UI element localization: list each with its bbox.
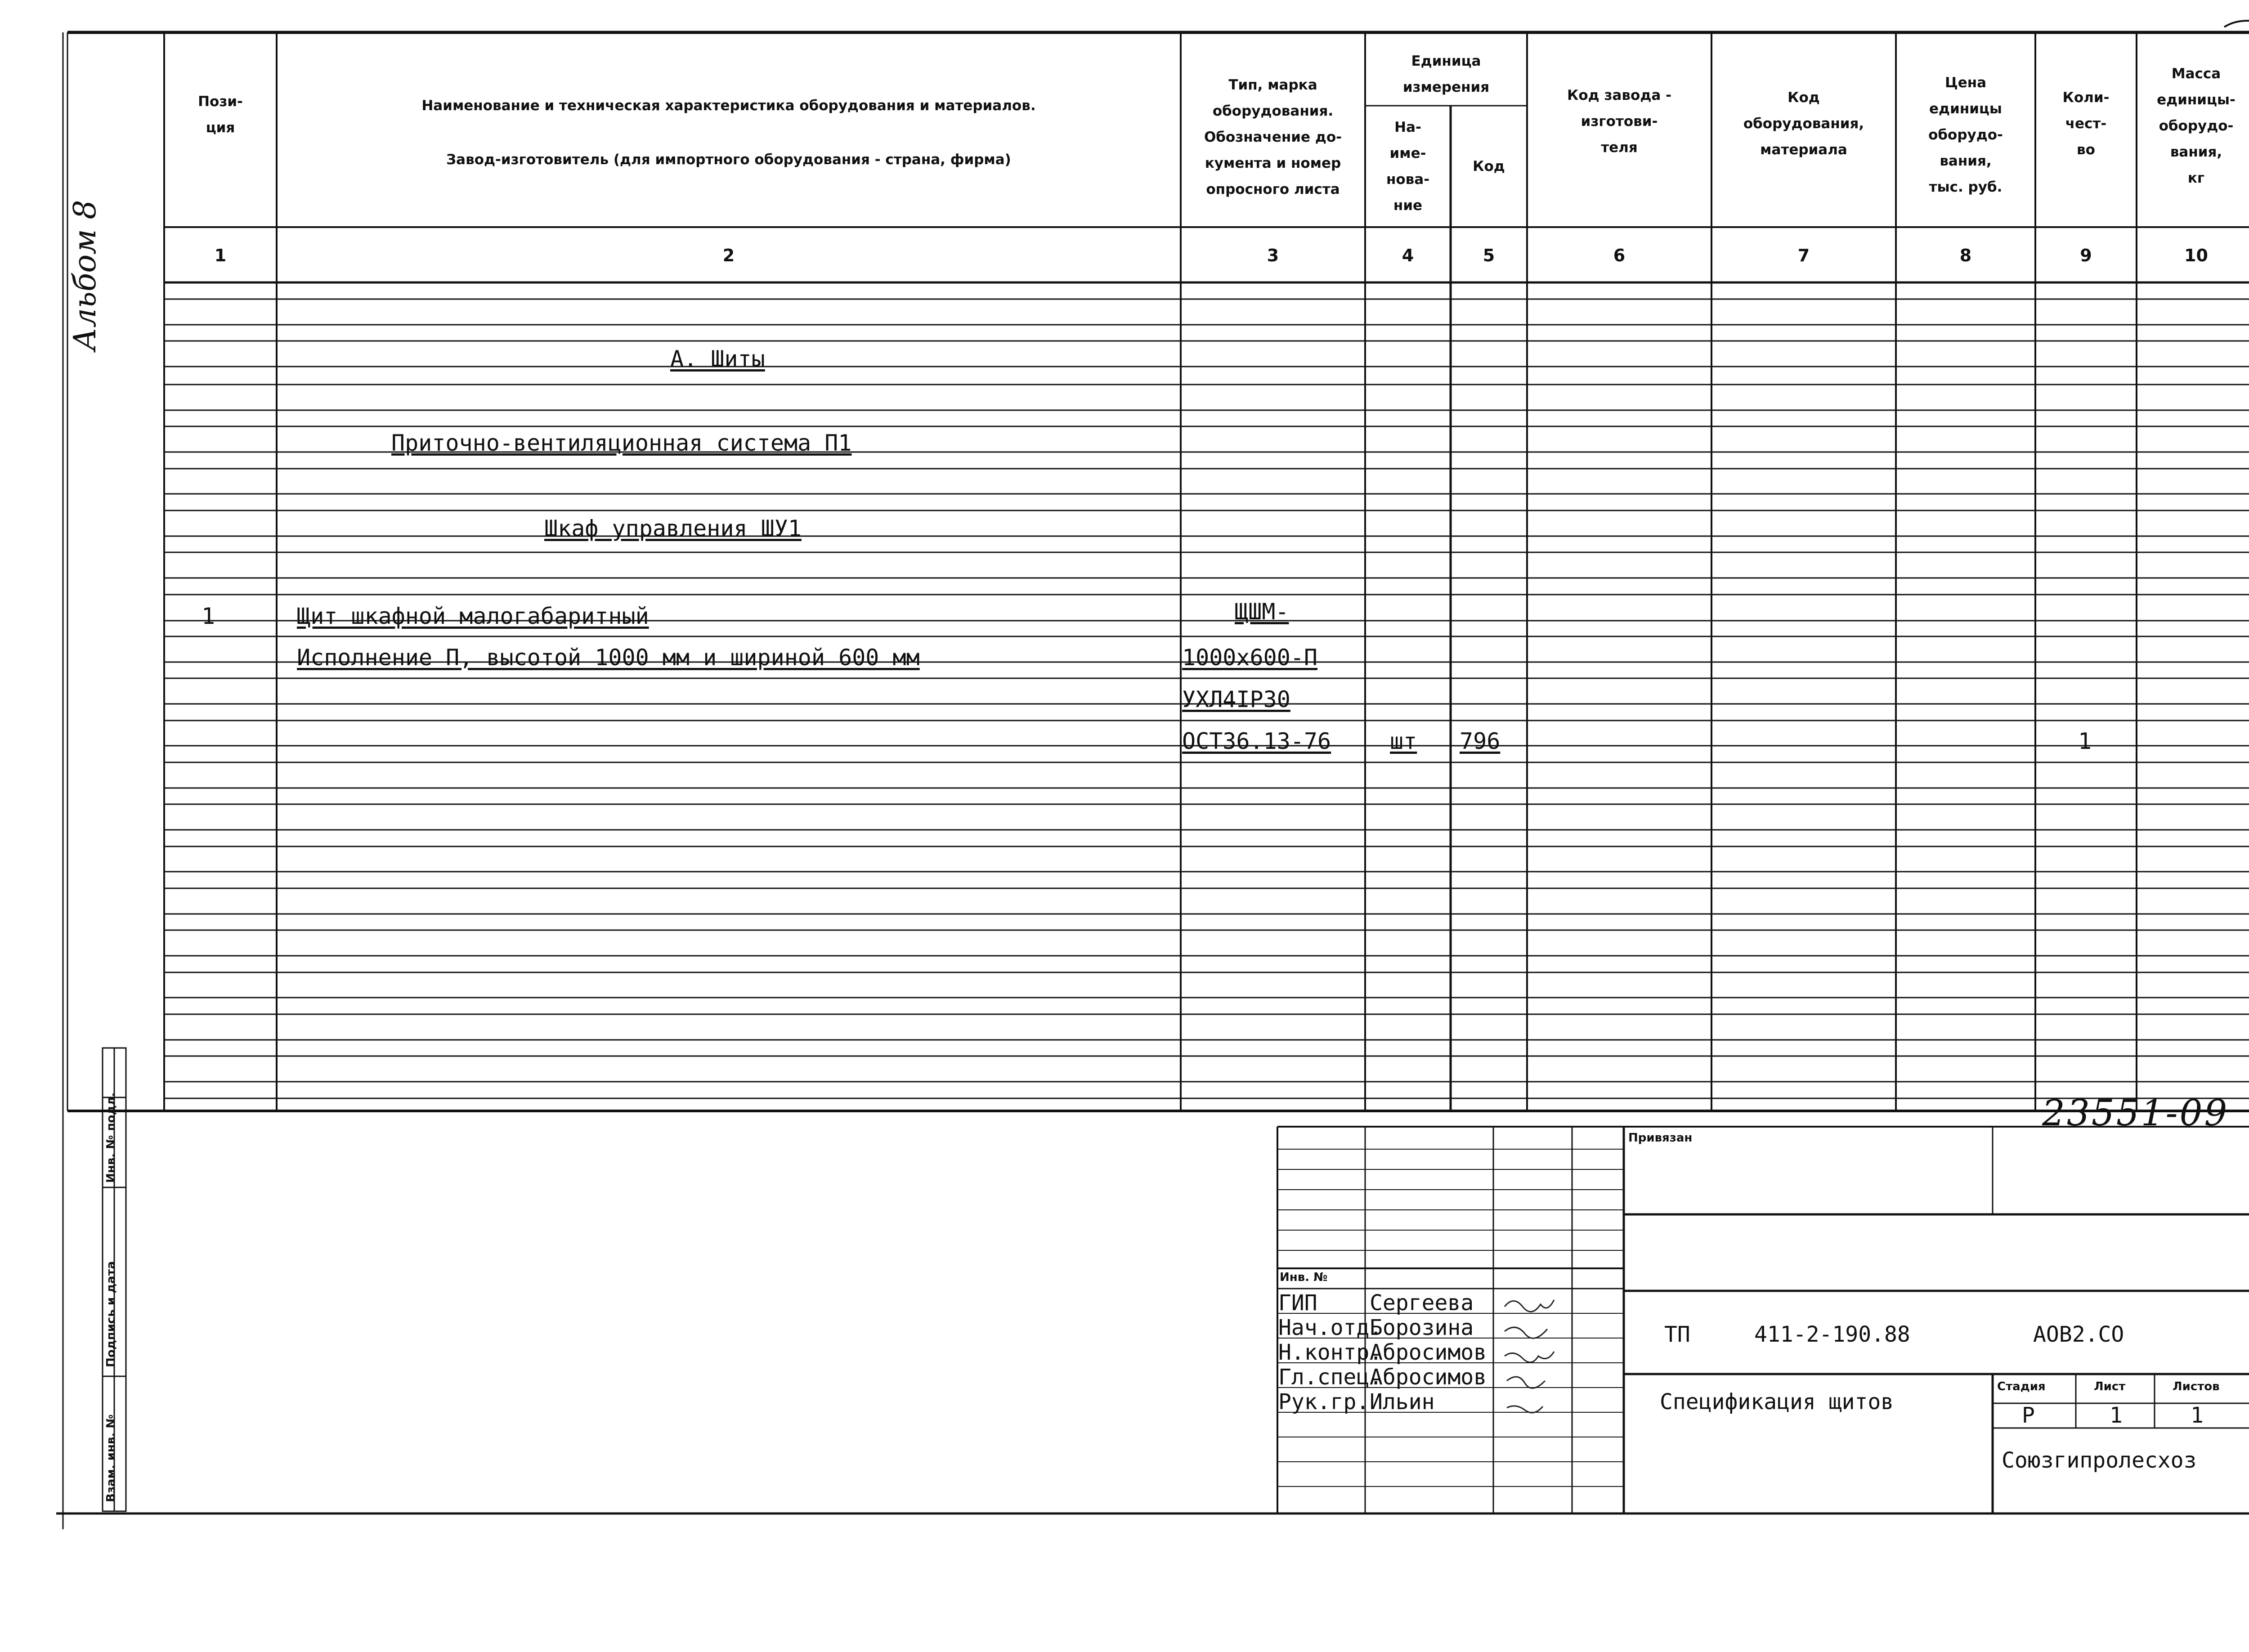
column-number-7: 7: [1797, 246, 1810, 265]
cabinet-title: Шкаф управления ШУ1: [544, 515, 802, 542]
stamp-label-inv: Инв. № подл.: [104, 1092, 118, 1183]
column-number-4: 4: [1402, 246, 1414, 265]
column-number-8: 8: [1959, 246, 1972, 265]
approved-label: Привязан: [1628, 1131, 1693, 1145]
item-name-line2: Исполнение П, высотой 1000 мм и шириной 600 мм: [297, 645, 920, 671]
header-name-line2: Завод-изготовитель (для импортного оборудования - страна, фирма): [446, 152, 1011, 168]
header-quantity: Коли- чест- во: [2062, 90, 2110, 158]
sheet-label: Лист: [2094, 1380, 2126, 1393]
system-title: Приточно-вентиляционная система П1: [391, 430, 852, 456]
sheet-value: 1: [2110, 1403, 2123, 1428]
name-norm-control: Абросимов: [1370, 1340, 1487, 1365]
header-type: Тип, марка оборудования. Обозначение до- кумента и номер опросного листа: [1204, 77, 1342, 197]
item-unit-code: 796: [1460, 728, 1501, 754]
stage-label: Стадия: [1997, 1380, 2046, 1393]
column-number-5: 5: [1483, 246, 1495, 265]
document-title: Спецификация щитов: [1660, 1389, 1894, 1415]
role-gip: ГИП: [1278, 1290, 1317, 1316]
column-number-9: 9: [2080, 246, 2092, 265]
item-type-line2: 1000х600-П: [1182, 645, 1318, 671]
sheets-value: 1: [2191, 1403, 2204, 1428]
organization: Союзгипролесхоз: [2002, 1448, 2197, 1473]
code-prefix: ТП: [1664, 1322, 1690, 1347]
role-norm-control: Н.контр.: [1278, 1340, 1383, 1365]
stage-value: Р: [2022, 1403, 2035, 1428]
header-mass: Масса единицы- оборудо- вания, кг: [2157, 66, 2236, 186]
header-unit-group: Единица измерения: [1402, 53, 1490, 95]
item-type-line1: ЩШМ-: [1235, 599, 1289, 625]
header-factory-code: Код завода - изготови- теля: [1567, 87, 1671, 156]
item-position: 1: [202, 603, 215, 629]
role-head-dept: Нач.отд.: [1278, 1315, 1383, 1340]
stamp-label-sign: Подпись и дата: [104, 1261, 118, 1367]
item-unit: шт: [1390, 728, 1417, 754]
project-code: 411-2-190.88: [1754, 1322, 1910, 1347]
name-group-lead: Ильин: [1370, 1389, 1435, 1415]
column-number-2: 2: [722, 246, 735, 265]
stamp-label-replace: Взам. инв. №: [104, 1414, 118, 1502]
role-group-lead: Рук.гр.: [1278, 1389, 1370, 1415]
header-name-line1: Наименование и техническая характеристика оборудования и материалов.: [421, 98, 1036, 114]
section-title: А. Шиты: [670, 346, 765, 372]
sheets-label: Листов: [2173, 1380, 2220, 1393]
name-gip: Сергеева: [1370, 1290, 1474, 1316]
inv-label: Инв. №: [1280, 1271, 1328, 1284]
column-number-10: 10: [2184, 246, 2208, 265]
item-type-line3: УХЛ4IР30: [1182, 686, 1290, 712]
header-unit-name: На- име- нова- ние: [1386, 119, 1430, 214]
role-chief-spec: Гл.спец.: [1278, 1365, 1383, 1390]
name-chief-spec: Абросимов: [1370, 1365, 1487, 1390]
item-name-line1: Щит шкафной малогабаритный: [297, 603, 649, 629]
album-label: Альбом 8: [67, 200, 103, 351]
name-head-dept: Борозина: [1370, 1315, 1474, 1340]
sheet-code: АОВ2.СО: [2033, 1322, 2124, 1347]
column-number-1: 1: [214, 246, 227, 265]
item-type-line4: ОСТ36.13-76: [1182, 728, 1331, 754]
header-price: Цена единицы оборудо- вания, тыс. руб.: [1928, 75, 2003, 195]
header-equipment-code: Код оборудования, материала: [1743, 90, 1864, 158]
header-position: Пози- ция: [198, 94, 243, 136]
column-number-6: 6: [1613, 246, 1626, 265]
signatures: [1505, 1300, 1554, 1413]
document-number: 23551-09: [2042, 1092, 2229, 1134]
column-number-3: 3: [1267, 246, 1279, 265]
item-quantity: 1: [2078, 728, 2092, 754]
header-unit-code: Код: [1473, 158, 1505, 175]
